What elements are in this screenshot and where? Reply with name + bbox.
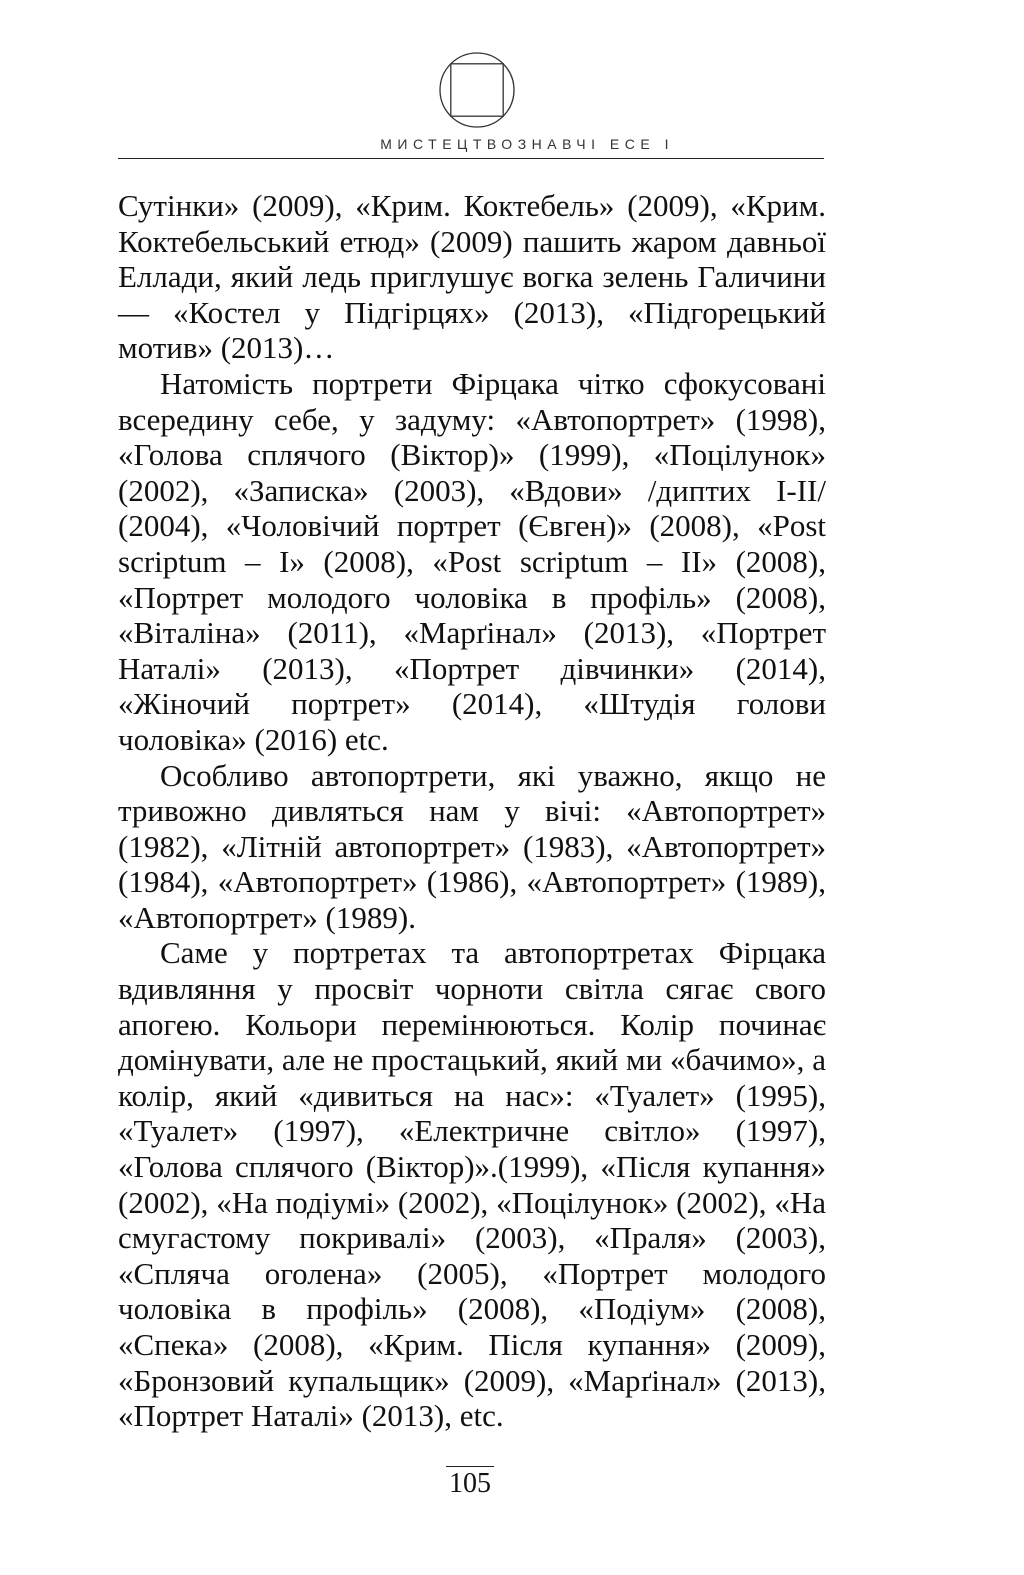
circle-square-emblem-icon bbox=[437, 50, 517, 130]
header-rule bbox=[118, 158, 824, 159]
body-text bbox=[118, 188, 826, 1434]
paragraph: Саме у портретах та автопортретах Фірцака вдивляння у просвіт чорноти світла сягає свого апогею. Кольори перемінюються. Колір починає домінувати, але не простацький, який ми «бачимо», а колір, який «дивиться на нас»: «Туалет» (1995), «Туалет» (1997), «Електричне світло» (1997), «Голова сплячого (Віктор)».(1999), «Після купання» (2002), «На подіумі» (2002), «Поцілунок» (2002), «На смугастому покривалі» (2003), «Праля» (2003), «Спляча оголена» (2005), «Портрет молодого чоловіка в профіль» (2008), «Подіум» (2008), «Спека» (2008), «Крим. Після купання» (2009), «Бронзовий купальщик» (2009), «Марґінал» (2013), «Портрет Наталі» (2013), etc. bbox=[118, 935, 826, 1434]
paragraph: Натомість портрети Фірцака чітко сфокусовані всередину себе, у задуму: «Автопортрет» (1998), «Голова сплячого (Віктор)» (1999), «Поцілунок» (2002), «Записка» (2003), «Вдови» /диптих І-ІІ/ (2004), «Чоловічий портрет (Євген)» (2008), «Post scriptum – І» (2008), «Post scriptum – ІІ» (2008), «Портрет молодого чоловіка в профіль» (2008), «Віталіна» (2011), «Марґінал» (2013), «Портрет Наталі» (2013), «Портрет дівчинки» (2014), «Жіночий портрет» (2014), «Штудія голови чоловіка» (2016) etc. bbox=[118, 365, 826, 757]
paragraph: Особливо автопортрети, які уважно, якщо не тривожно дивляться нам у вічі: «Автопортрет» (1982), «Літній автопортрет» (1983), «Автопортрет» (1984), «Автопортрет» (1986), «Автопортрет» (1989), «Автопортрет» (1989). bbox=[118, 757, 826, 935]
paragraph: Сутінки» (2009), «Крим. Коктебель» (2009), «Крим. Коктебельський етюд» (2009) пашить жаром давньої Еллади, який ледь приглушує вогка зелень Галичини — «Костел у Підгірцях» (2013), «Підгорецький мотив» (2013)… bbox=[118, 188, 826, 366]
page-number: 105 bbox=[446, 1466, 494, 1498]
running-head: МИСТЕЦТВОЗНАВЧІ ЕСЕ І bbox=[380, 136, 674, 152]
